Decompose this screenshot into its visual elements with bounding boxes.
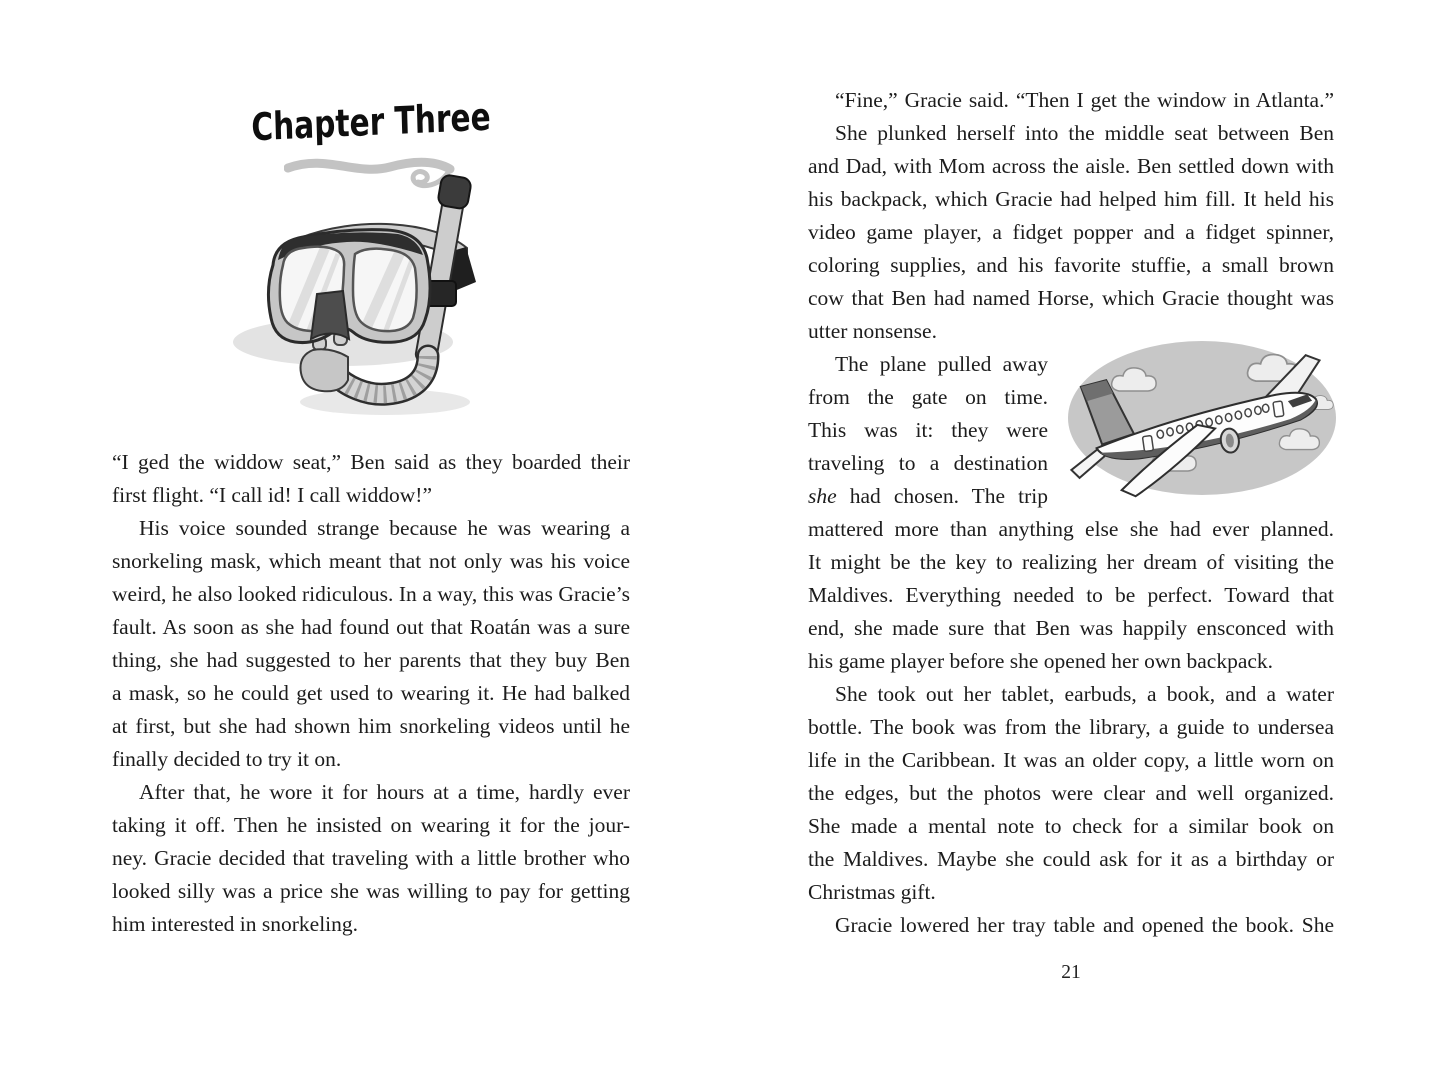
- text-line: finally decided to try it on.: [112, 747, 342, 771]
- text-line: a mask, so he could get used to wearing it. He had balked: [112, 681, 630, 705]
- text-line: She made a mental note to check for a similar book on: [808, 814, 1334, 838]
- text-line: video game player, a fidget popper and a fidget spinner,: [808, 220, 1334, 244]
- text-line: she had chosen. The trip: [808, 484, 1048, 508]
- text-line: ney. Gracie decided that traveling with a little brother who: [112, 846, 630, 870]
- text-line: bottle. The book was from the library, a guide to undersea: [808, 715, 1334, 739]
- chapter-title: Chapter Three: [250, 94, 492, 150]
- text-line: fault. As soon as she had found out that Roatán was a sure: [112, 615, 630, 639]
- paragraph: [112, 446, 630, 512]
- right-page-text: [808, 84, 1334, 942]
- text-line: snorkeling mask, which meant that not only was his voice: [112, 549, 630, 573]
- paragraph: [808, 117, 1334, 348]
- right-page-paragraphs: [808, 84, 1334, 942]
- text-line: weird, he also looked ridiculous. In a way, this was Gracie’s: [112, 582, 630, 606]
- text-line: She plunked herself into the middle seat between Ben: [835, 121, 1334, 145]
- text-line: taking it off. Then he insisted on wearing it for the jour-: [112, 813, 630, 837]
- airplane-illustration: [1064, 337, 1340, 501]
- text-line: coloring supplies, and his favorite stuffie, a small brown: [808, 253, 1334, 277]
- text-line: mattered more than anything else she had ever planned.: [808, 517, 1334, 541]
- text-line: Gracie lowered her tray table and opened the book. She: [835, 913, 1334, 937]
- text-line: at first, but she had shown him snorkeling videos until he: [112, 714, 630, 738]
- text-line: end, she made sure that Ben was happily ensconced with: [808, 616, 1334, 640]
- text-line: The plane pulled away: [835, 352, 1048, 376]
- text-line: cow that Ben had named Horse, which Gracie thought was: [808, 286, 1334, 310]
- paragraph: [808, 678, 1334, 909]
- left-page-text: [112, 446, 630, 941]
- text-line: the Maldives. Maybe she could ask for it as a birthday or: [808, 847, 1334, 871]
- text-line: the edges, but the photos were clear and well organized.: [808, 781, 1334, 805]
- text-line: After that, he wore it for hours at a time, hardly ever: [139, 780, 630, 804]
- text-line: him interested in snorkeling.: [112, 912, 359, 936]
- text-line: His voice sounded strange because he was wearing a: [139, 516, 630, 540]
- text-line: Christmas gift.: [808, 880, 936, 904]
- text-line: traveling to a destination: [808, 451, 1048, 475]
- paragraph: [808, 84, 1334, 117]
- text-line: looked silly was a price she was willing to pay for getting: [112, 879, 630, 903]
- text-line: utter nonsense.: [808, 319, 937, 343]
- text-line: “I ged the widdow seat,” Ben said as they boarded their: [112, 450, 630, 474]
- text-line: his backpack, which Gracie had helped him fill. It held his: [808, 187, 1334, 211]
- paragraph: [112, 776, 630, 941]
- paragraph: [808, 909, 1334, 942]
- text-line: She took out her tablet, earbuds, a book, and a water: [835, 682, 1334, 706]
- text-line: first flight. “I call id! I call widdow!”: [112, 483, 433, 507]
- text-line: “Fine,” Gracie said. “Then I get the window in Atlanta.”: [835, 88, 1334, 112]
- snorkel-mask-illustration: [195, 170, 575, 440]
- text-line: This was it: they were: [808, 418, 1048, 442]
- text-line: from the gate on time.: [808, 385, 1048, 409]
- text-line: life in the Caribbean. It was an older copy, a little worn on: [808, 748, 1334, 772]
- text-line: his game player before she opened her own backpack.: [808, 649, 1274, 673]
- paragraph: [112, 512, 630, 776]
- page-number: 21: [1061, 962, 1081, 983]
- text-line: It might be the key to realizing her dream of visiting the: [808, 550, 1334, 574]
- text-line: thing, she had suggested to her parents that they buy Ben: [112, 648, 630, 672]
- text-line: and Dad, with Mom across the aisle. Ben settled down with: [808, 154, 1334, 178]
- text-line: Maldives. Everything needed to be perfect. Toward that: [808, 583, 1334, 607]
